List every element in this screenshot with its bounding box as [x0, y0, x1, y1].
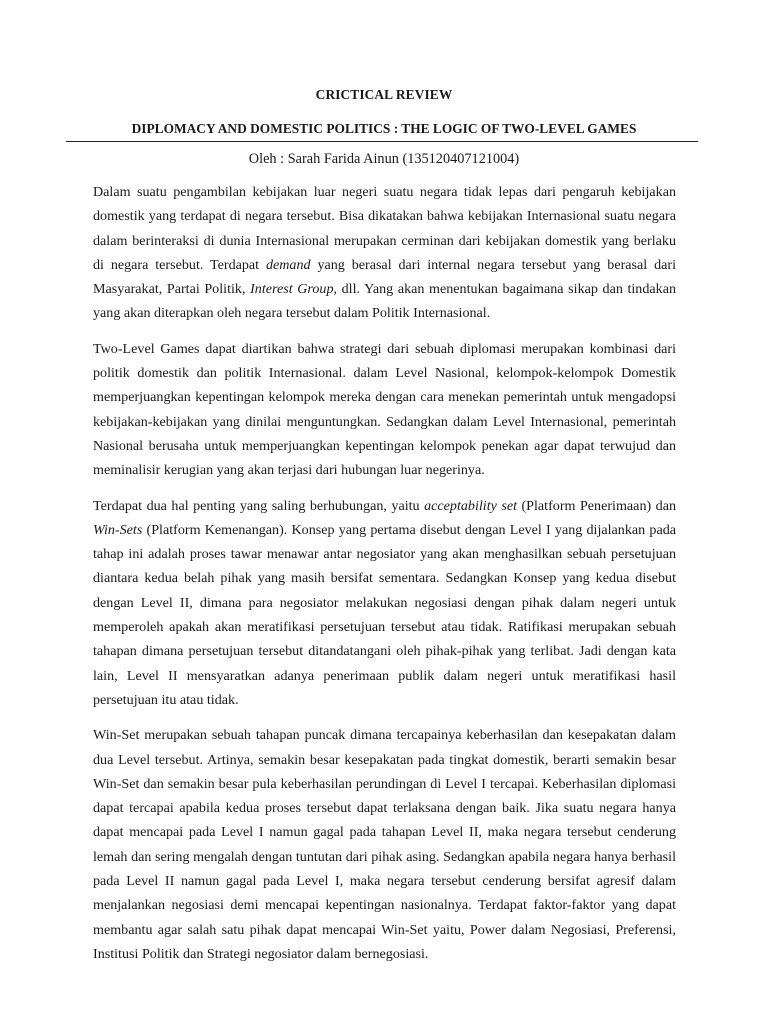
paragraph-1-emphasis-interest-group: Interest Group [250, 281, 334, 298]
paragraph-3-emphasis-acceptability-set: acceptability set [424, 497, 517, 514]
paragraph-4: Win-Set merupakan sebuah tahapan puncak dimana tercapainya keberhasilan dan kesepakatan dalam dua Level tersebut. Artinya, semakin besar kesepakatan pada tingkat domestik, berarti semakin besar Win-Set dan semakin besar pula keberhasilan perundingan di Level I tercapai. Keberhasilan diplomasi dapat tercapai apabila kedua proses tersebut dapat terlaksana dengan baik. Jika suatu negara hanya dapat mencapai pada Level I namun gagal pada tahapan Level II, maka negara tersebut cenderung lemah dan sering mengalah dengan tuntutan dari pihak asing. Sedangkan apabila negara hanya berhasil pada Level II namun gagal pada Level I, maka negara tersebut cenderung bersifat agresif dalam menjalankan negosiasi demi mencapai kepentingan nasionalnya. Terdapat faktor-faktor yang dapat membantu agar salah satu pihak dapat mencapai Win-Set yaitu, Power dalam Negosiasi, Preferensi, Institusi Politik dan Strategi negosiator dalam bernegosiasi. [93, 727, 676, 962]
paragraph-3-text-b: (Platform Penerimaan) dan [517, 497, 677, 514]
paragraph-1-emphasis-demand: demand [265, 256, 311, 273]
paragraph-1-text-c: , dll. Yang akan menentukan bagaimana sikap dan tindakan yang akan diterapkan oleh negara tersebut dalam Politik Internasional. [93, 281, 677, 322]
paragraph-3-text-c: (Platform Kemenangan). Konsep yang pertama disebut dengan Level I yang dijalankan pada tahap ini adalah proses tawar menawar antar negosiator yang akan menghasilkan sebuah persetujuan diantara kedua belah pihak yang masih bersifat sementara. Sedangkan Konsep yang kedua disebut dengan Level II, dimana para negosiator melakukan negosiasi dengan pihak dalam negeri untuk memperoleh apakah akan meratifikasi persetujuan tersebut atau tidak. Ratifikasi merupakan sebuah tahapan dimana persetujuan tersebut ditandatangani oleh pihak-pihak yang terlibat. Jadi dengan kata lain, Level II mensyaratkan adanya penerimaan publik dalam negeri untuk meratifikasi hasil persetujuan itu atau tidak. [93, 521, 676, 708]
paragraph-1-text-b: yang berasal dari internal negara tersebut yang berasal dari Masyarakat, Partai Politik, [93, 256, 676, 298]
paragraph-3 [93, 494, 676, 713]
paragraph-1-text-a: Dalam suatu pengambilan kebijakan luar negeri suatu negara tidak lepas dari pengaruh kebijakan domestik yang terdapat di negara tersebut. Bisa dikatakan bahwa kebijakan Internasional suatu negara dalam berinteraksi di dunia Internasional merupakan cerminan dari kebijakan domestik yang berlaku di negara tersebut. Terdapat [93, 184, 676, 273]
document-subtitle: DIPLOMACY AND DOMESTIC POLITICS : THE LOGIC OF TWO-LEVEL GAMES [131, 121, 637, 136]
document-body [93, 180, 676, 977]
paragraph-3-emphasis-win-sets: Win-Sets [93, 521, 143, 538]
paragraph-2: Two-Level Games dapat diartikan bahwa strategi dari sebuah diplomasi merupakan kombinasi dari politik domestik dan politik Internasional. dalam Level Nasional, kelompok-kelompok Domestik memperjuangkan kepentingan kelompok mereka dengan cara menekan pemerintah untuk mengadopsi kebijakan-kebijakan yang dinilai menguntungkan. Sedangkan dalam Level Internasional, pemerintah Nasional berusaha untuk memperjuangkan kepentingan kelompok penekan agar dapat terwujud dan meminalisir kerugian yang akan terjasi dari hubungan luar negerinya. [93, 340, 676, 479]
horizontal-rule [66, 141, 698, 142]
paragraph-1 [93, 180, 676, 326]
document-title: CRICTICAL REVIEW [315, 87, 453, 102]
author-line: Oleh : Sarah Farida Ainun (135120407121004) [248, 151, 520, 167]
paragraph-3-text-a: Terdapat dua hal penting yang saling berhubungan, yaitu [93, 497, 425, 514]
